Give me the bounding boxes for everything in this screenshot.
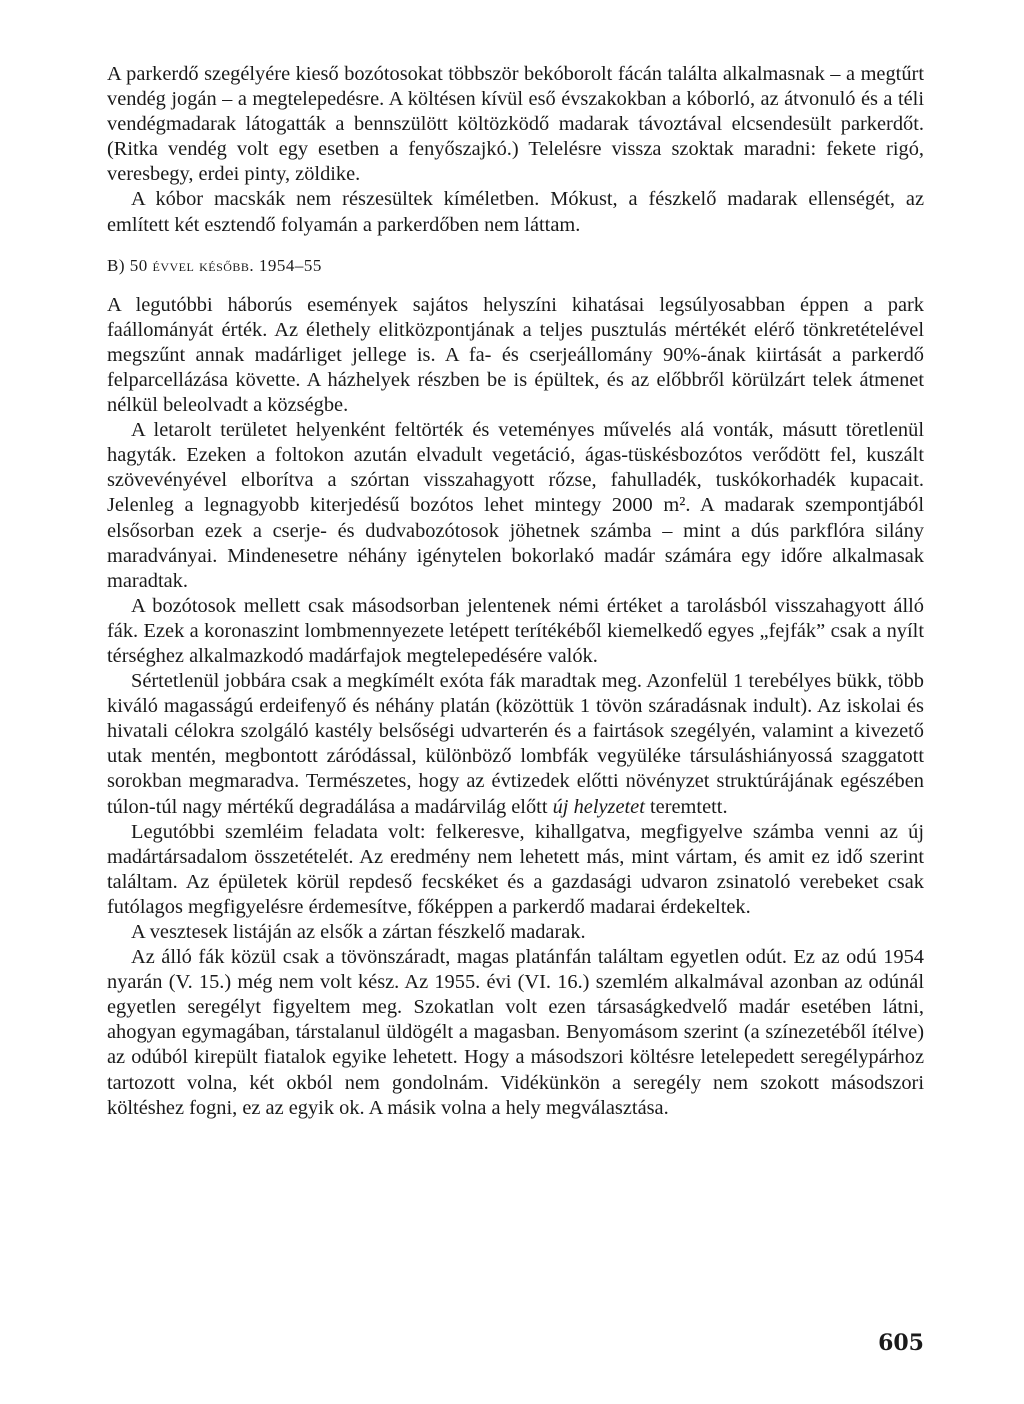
page-body bbox=[107, 62, 924, 1121]
section-heading-years: 1954–55 bbox=[258, 255, 322, 275]
paragraph: A letarolt területet helyenként feltörték és veteményes művelés alá vonták, másutt töretlenül hagyták. Ezeken a foltokon azután elvadult vegetáció, ágas-tüskésbozótos verődött fel, kuszált szövevényével elborítva a szórtan visszahagyott rőzse, fahulladék, tuskókorhadék kupacait. Jelenleg a legnagyobb kiterjedésű bozótos lehet mintegy 2000 m². A madarak szempontjából elsősorban ezek a cserje- és dudvabozótosok jöhetnek számba – mint a dús parkflóra silány maradványai. Mindenesetre néhány igénytelen bokorlakó madár számára egy időre alkalmasak maradtak. bbox=[107, 419, 924, 592]
section-heading-prefix: B) 50 bbox=[107, 255, 148, 275]
paragraph-text: teremtett. bbox=[644, 795, 728, 818]
paragraph: A kóbor macskák nem részesültek kíméletben. Mókust, a fészkelő madarak ellenségét, az említett két esztendő folyamán a parkerdőben nem láttam. bbox=[107, 188, 924, 236]
page-number: 605 bbox=[878, 1330, 924, 1356]
paragraph: A legutóbbi háborús események sajátos helyszíni kihatásai legsúlyosabban éppen a park faállományát érték. Az élethely elitközpontjának a teljes pusztulás mértékét elérő tönkretételével megszűnt annak madárliget jellege is. A fa- és cserjeállomány 90%-ának kiirtását a parkerdő felparcellázása követte. A házhelyek részben be is épültek, és az előbbről körülzárt telek átmenet nélkül beleolvadt a községbe. bbox=[107, 293, 924, 417]
paragraph: Legutóbbi szemléim feladata volt: felkeresve, kihallgatva, megfigyelve számba venni az új madártársadalom összetételét. Az eredmény nem lehetett más, mint vártam, és amit ez idő szerint találtam. Az épületek körül repdeső fecskéket és a gazdasági udvaron zsinatoló verebeket csak futólagos megfigyelésre érdemesítve, főképpen a parkerdő madarai érdekeltek. bbox=[107, 820, 924, 918]
paragraph: A vesztesek listáján az elsők a zártan fészkelő madarak. bbox=[131, 921, 586, 943]
section-heading-title: évvel később. bbox=[152, 255, 255, 275]
paragraph: A bozótosok mellett csak másodsorban jelentenek némi értéket a tarolásból visszahagyott álló fák. Ezek a koronaszint lombmennyezete letépett terítékéből kiemelkedő egyes „fejfák” csak a nyílt térséghez alkalmazkodó madárfajok megtelepedésére valók. bbox=[107, 594, 924, 667]
paragraph: A parkerdő szegélyére kieső bozótosokat többször bekóborolt fácán találta alkalmasnak – a megtűrt vendég jogán – a megtelepedésre. A költésen kívül eső évszakokban a kóborló, az átvonuló és a téli vendégmadarak látogatták a bennszülött költözködő madarak távoztával elcsendesült parkerdőt. (Ritka vendég volt egy esetben a fenyőszajkó.) Telelésre vissza szoktak maradni: fekete rigó, veresbegy, erdei pinty, zöldike. bbox=[107, 63, 924, 186]
paragraph: Az álló fák közül csak a tövönszáradt, magas platánfán találtam egyetlen odút. Ez az odú 1954 nyarán (V. 15.) még nem volt kész. Az 1955. évi (VI. 16.) szemlém alkalmával azonban az odúnál egyetlen seregélyt figyeltem meg. Szokatlan volt ezen társaságkedvelő madár esetében látni, ahogyan egymagában, társtalanul üldögélt a magasban. Benyomásom szerint (a színezetéből ítélve) az odúból kirepült fiatalok egyike lehetett. Hogy a másodszori költésre letelepedett seregélypárhoz tartozott volna, két okból nem gondolnám. Vidékünkön a seregély nem szokott másodszori költéshez fogni, ez az egyik ok. A másik volna a hely megválasztása. bbox=[107, 946, 924, 1119]
emphasis-text: új helyzetet bbox=[552, 795, 645, 818]
paragraph bbox=[107, 669, 924, 820]
section-heading bbox=[107, 255, 924, 277]
paragraph-text: Sértetlenül jobbára csak a megkímélt exóta fák maradtak meg. Azonfelül 1 terebélyes bükk, több kiváló magasságú erdeifenyő és néhány platán (közöttük 1 tövön száradásnak indult). Az iskolai és hivatali célokra szolgáló kastély belsőségi udvarterén és a fairtások szegélyén, valamint a kivezető utak mentén, megbontott záródással, különböző lombfák vegyüléke társuláshiányossá szaggatott sorokban megmaradva. Természetes, hogy az évtizedek előtti növényzet struktúrájának egészében túlon-túl nagy mértékű degradálása a madárvilág előtt bbox=[107, 670, 924, 818]
